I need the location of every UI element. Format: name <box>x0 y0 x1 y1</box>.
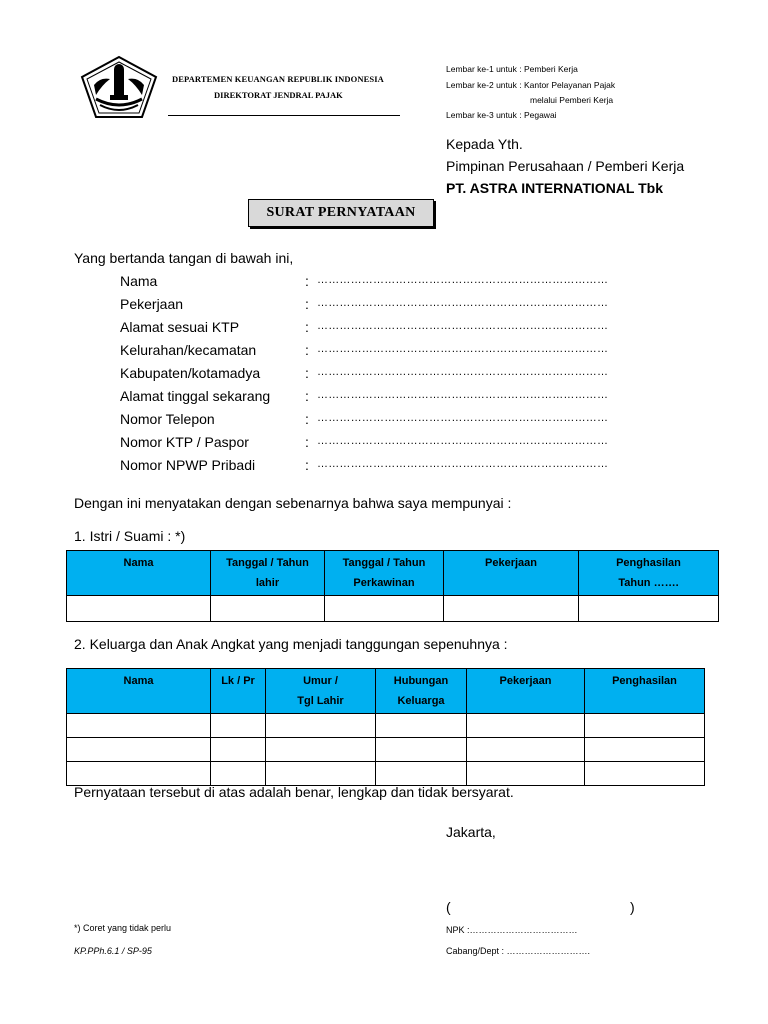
table-row[interactable] <box>67 596 719 622</box>
field-blank[interactable]: …………………………………………………………………… <box>317 389 609 401</box>
lembar-2: Lembar ke-2 untuk : Kantor Pelayanan Pajak <box>446 80 616 90</box>
col-pekerjaan: Pekerjaan <box>467 669 585 714</box>
field-blank[interactable]: …………………………………………………………………… <box>317 320 609 332</box>
field-blank[interactable]: …………………………………………………………………… <box>317 412 609 424</box>
org-line-1: DEPARTEMEN KEUANGAN REPUBLIK INDONESIA <box>172 74 384 84</box>
col-penghasilan: Penghasilan <box>585 669 705 714</box>
col-hubungan: Hubungan Keluarga <box>376 669 467 714</box>
field-label: Alamat sesuai KTP <box>120 319 240 335</box>
field-colon: : <box>305 319 309 335</box>
table-row[interactable] <box>67 738 705 762</box>
col-nama: Nama <box>67 669 211 714</box>
recipient-greeting: Kepada Yth. <box>446 136 523 152</box>
field-label: Pekerjaan <box>120 296 184 312</box>
table-header-row <box>67 669 705 714</box>
recipient-company: PT. ASTRA INTERNATIONAL Tbk <box>446 180 663 196</box>
field-label: Alamat tinggal sekarang <box>120 388 271 404</box>
section2-heading: 2. Keluarga dan Anak Angkat yang menjadi tanggungan sepenuhnya : <box>74 636 508 652</box>
field-colon: : <box>305 411 309 427</box>
field-label: Nama <box>120 273 158 289</box>
table-header-row <box>67 551 719 596</box>
field-blank[interactable]: …………………………………………………………………… <box>317 343 609 355</box>
col-tanggal-lahir: Tanggal / Tahun lahir <box>211 551 325 596</box>
field-blank[interactable]: …………………………………………………………………… <box>317 435 609 447</box>
signature-close-paren: ) <box>630 899 635 915</box>
closing-text: Pernyataan tersebut di atas adalah benar, lengkap dan tidak bersyarat. <box>74 784 514 800</box>
npk-field[interactable]: NPK :……………………………… <box>446 925 578 935</box>
cabang-dept-field[interactable]: Cabang/Dept : ………………………. <box>446 946 591 956</box>
field-label: Kabupaten/kotamadya <box>120 365 261 381</box>
col-penghasilan: Penghasilan Tahun ……. <box>579 551 719 596</box>
spouse-table <box>66 550 719 622</box>
section1-heading: 1. Istri / Suami : *) <box>74 528 186 544</box>
field-colon: : <box>305 296 309 312</box>
lembar-2-continued: melalui Pemberi Kerja <box>530 95 614 105</box>
field-blank[interactable]: …………………………………………………………………… <box>317 297 609 309</box>
statement-text: Dengan ini menyatakan dengan sebenarnya bahwa saya mempunyai : <box>74 495 512 511</box>
lembar-1: Lembar ke-1 untuk : Pemberi Kerja <box>446 64 578 74</box>
field-label: Nomor KTP / Paspor <box>120 434 249 450</box>
recipient-position: Pimpinan Perusahaan / Pemberi Kerja <box>446 158 685 174</box>
table-row[interactable] <box>67 762 705 786</box>
field-blank[interactable]: …………………………………………………………………… <box>317 274 609 286</box>
dependents-table <box>66 668 705 786</box>
col-nama: Nama <box>67 551 211 596</box>
col-tanggal-perkawinan: Tanggal / Tahun Perkawinan <box>325 551 444 596</box>
kemenkeu-logo-icon <box>80 55 158 119</box>
field-label: Nomor Telepon <box>120 411 215 427</box>
intro-text: Yang bertanda tangan di bawah ini, <box>74 250 294 266</box>
field-colon: : <box>305 434 309 450</box>
footnote: *) Coret yang tidak perlu <box>74 923 172 933</box>
lembar-3: Lembar ke-3 untuk : Pegawai <box>446 110 557 120</box>
field-colon: : <box>305 342 309 358</box>
field-colon: : <box>305 457 309 473</box>
table-row[interactable] <box>67 714 705 738</box>
signature-city: Jakarta, <box>446 824 496 840</box>
field-label: Nomor NPWP Pribadi <box>120 457 256 473</box>
field-blank[interactable]: …………………………………………………………………… <box>317 458 609 470</box>
document-title: SURAT PERNYATAAN <box>248 199 434 227</box>
org-line-2: DIREKTORAT JENDRAL PAJAK <box>214 90 343 100</box>
field-colon: : <box>305 388 309 404</box>
col-lk-pr: Lk / Pr <box>211 669 266 714</box>
col-pekerjaan: Pekerjaan <box>444 551 579 596</box>
form-code: KP.PPh.6.1 / SP-95 <box>74 946 152 956</box>
field-colon: : <box>305 273 309 289</box>
header-divider <box>168 115 400 116</box>
field-blank[interactable]: …………………………………………………………………… <box>317 366 609 378</box>
field-label: Kelurahan/kecamatan <box>120 342 257 358</box>
col-umur: Umur / Tgl Lahir <box>266 669 376 714</box>
field-colon: : <box>305 365 309 381</box>
signature-open-paren: ( <box>446 899 451 915</box>
